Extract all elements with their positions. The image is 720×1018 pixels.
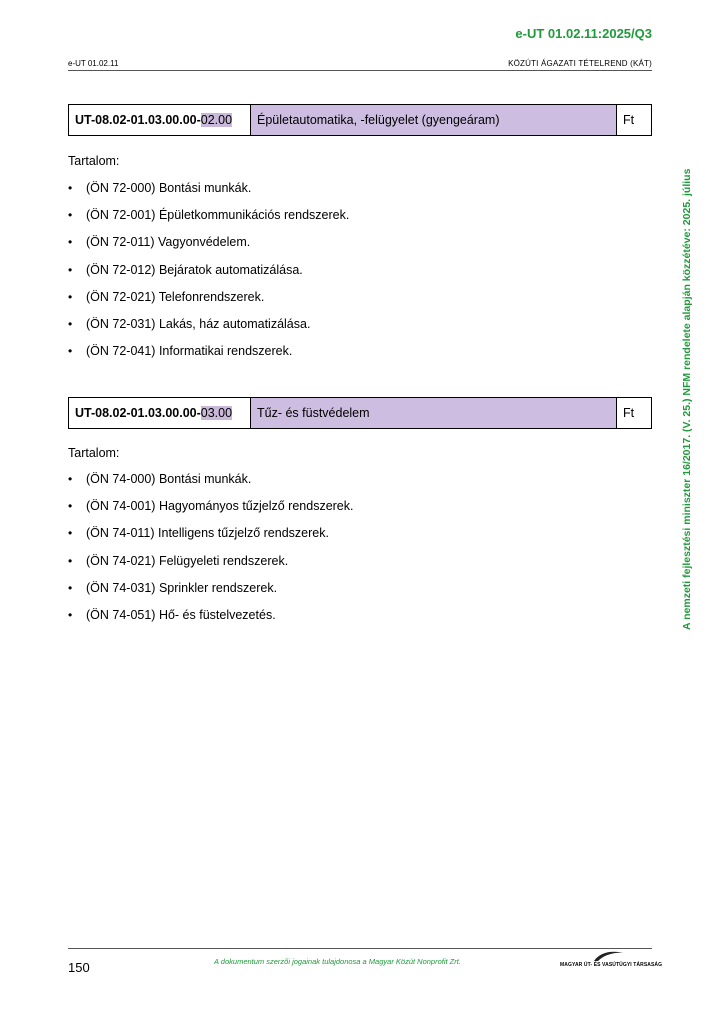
content-label: Tartalom: — [68, 154, 120, 168]
bullet-icon: • — [68, 580, 73, 595]
list-item-text: (ÖN 74-021) Felügyeleti rendszerek. — [86, 553, 289, 568]
copyright-notice: A dokumentum szerzői jogainak tulajdonosa a Magyar Közút Nonprofit Zrt. — [214, 957, 461, 966]
item-header-row — [68, 104, 652, 136]
list-item — [68, 499, 353, 526]
content-list — [68, 181, 349, 371]
bullet-icon: • — [68, 316, 73, 331]
list-item — [68, 554, 353, 581]
list-item-text: (ÖN 72-001) Épületkommunikációs rendszerek. — [86, 208, 350, 223]
publication-note: A nemzeti fejlesztési miniszter 16/2017. (V. 25.) NFM rendelete alapján közzétéve: 2025. július — [681, 168, 693, 630]
list-item-text: (ÖN 74-051) Hő- és füstelvezetés. — [86, 607, 276, 622]
list-item-text: (ÖN 74-031) Sprinkler rendszerek. — [86, 580, 278, 595]
bullet-icon: • — [68, 344, 73, 359]
bullet-icon: • — [68, 499, 73, 514]
item-title: Tűz- és füstvédelem — [251, 398, 617, 428]
item-code-prefix: UT-08.02-01.03.00.00- — [75, 113, 201, 127]
list-item — [68, 581, 353, 608]
list-item — [68, 181, 349, 208]
footer-divider — [68, 948, 652, 949]
item-header-row — [68, 397, 652, 429]
bullet-icon: • — [68, 472, 73, 486]
list-item — [68, 235, 349, 262]
header-right: KÖZÚTI ÁGAZATI TÉTELREND (KÁT) — [508, 59, 652, 68]
list-item-text: (ÖN 74-001) Hagyományos tűzjelző rendszerek. — [86, 499, 354, 514]
list-item — [68, 526, 353, 553]
list-item — [68, 290, 349, 317]
item-code-prefix: UT-08.02-01.03.00.00- — [75, 406, 201, 420]
item-code — [69, 105, 251, 135]
document-code: e-UT 01.02.11:2025/Q3 — [515, 26, 652, 41]
list-item — [68, 263, 349, 290]
content-list — [68, 472, 353, 635]
list-item-text: (ÖN 74-000) Bontási munkák. — [86, 472, 252, 486]
item-unit: Ft — [623, 406, 635, 420]
list-item-text: (ÖN 72-011) Vagyonvédelem. — [86, 235, 251, 250]
bullet-icon: • — [68, 262, 73, 277]
list-item-text: (ÖN 72-012) Bejáratok automatizálása. — [86, 262, 303, 277]
bullet-icon: • — [68, 181, 73, 195]
bullet-icon: • — [68, 526, 73, 541]
content-label: Tartalom: — [68, 446, 120, 460]
list-item — [68, 608, 353, 635]
item-code — [69, 398, 251, 428]
bullet-icon: • — [68, 208, 73, 223]
item-unit: Ft — [623, 113, 635, 127]
bullet-icon: • — [68, 289, 73, 304]
list-item — [68, 472, 353, 499]
list-item — [68, 208, 349, 235]
header-left: e-UT 01.02.11 — [68, 59, 119, 68]
item-title: Épületautomatika, -felügyelet (gyengeáram) — [251, 105, 617, 135]
page-number: 150 — [68, 960, 90, 975]
bullet-icon: • — [68, 553, 73, 568]
item-code-suffix: 03.00 — [200, 406, 233, 420]
list-item — [68, 317, 349, 344]
list-item-text: (ÖN 72-041) Informatikai rendszerek. — [86, 344, 293, 359]
logo-text: MAGYAR ÚT- ÉS VASÚTÜGYI TÁRSASÁG — [560, 962, 663, 968]
list-item-text: (ÖN 72-000) Bontási munkák. — [86, 181, 252, 195]
society-logo — [560, 950, 663, 972]
list-item — [68, 344, 349, 371]
bullet-icon: • — [68, 607, 73, 622]
list-item-text: (ÖN 72-021) Telefonrendszerek. — [86, 289, 265, 304]
list-item-text: (ÖN 72-031) Lakás, ház automatizálása. — [86, 316, 311, 331]
list-item-text: (ÖN 74-011) Intelligens tűzjelző rendszerek. — [86, 526, 329, 541]
road-swoosh-icon — [592, 950, 626, 962]
item-code-suffix: 02.00 — [200, 113, 233, 127]
bullet-icon: • — [68, 235, 73, 250]
running-header — [68, 58, 652, 71]
